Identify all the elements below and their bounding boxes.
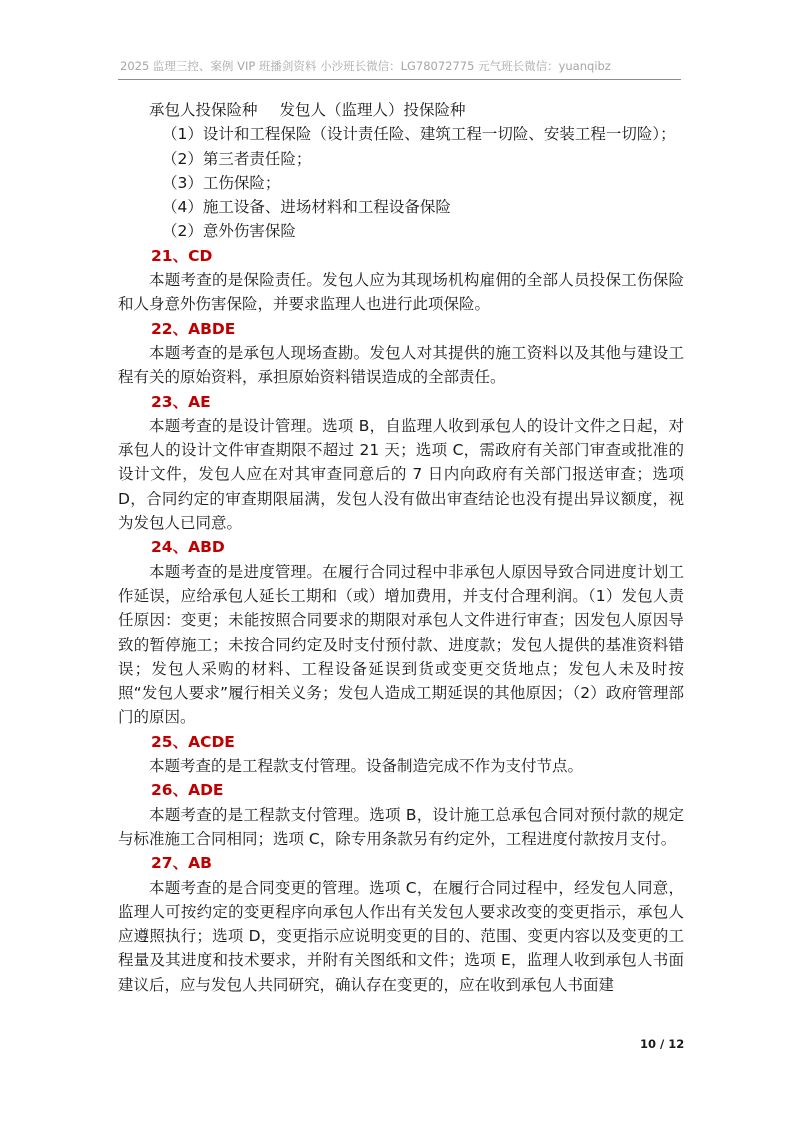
answer-title-27: 27、AB — [151, 854, 212, 873]
answer-explanation-22: 本题考查的是承包人现场查勘。发包人对其提供的施工资料以及其他与建设工程有关的原始资料，承担原始资料错误造成的全部责任。 — [118, 343, 684, 387]
answer-explanation-25: 本题考查的是工程款支付管理。设备制造完成不作为支付节点。 — [149, 757, 584, 776]
answer-title-22: 22、ABDE — [151, 319, 236, 338]
employer-insurance-label: 发包人（监理人）投保险种 — [279, 101, 466, 119]
document-body — [118, 98, 684, 997]
answer-explanation-27: 本题考查的是合同变更的管理。选项 C，在履行合同过程中，经发包人同意，监理人可按约定的变更程序向承包人作出有关发包人要求改变的变更指示，承包人应遵照执行；选项 D，变更指示应说明变更的目的、范围、变更内容以及变更的工程量及其进度和技术要求，并附有关图纸和文件；选项 E，监理人收到承包人书面建议后，应与发包人共同研究，确认存在变更的，应在收到承包人书面建 — [118, 878, 684, 994]
answer-title-24: 24、ABD — [151, 538, 225, 557]
answer-title-23: 23、AE — [151, 392, 211, 411]
insurance-heading — [118, 98, 684, 122]
header-divider — [118, 79, 681, 80]
answer-explanation-21: 本题考查的是保险责任。发包人应为其现场机构雇佣的全部人员投保工伤保险和人身意外伤害保险，并要求监理人也进行此项保险。 — [118, 271, 684, 314]
answer-title-25: 25、ACDE — [151, 732, 235, 751]
page-number: 10 / 12 — [640, 1037, 685, 1051]
page-header: 2025 监理三控、案例 VIP 班播剑资料 小沙班长微信：LG78072775 元气班长微信：yuanqibz — [120, 59, 611, 73]
answer-title-21: 21、CD — [151, 246, 213, 265]
insurance-item: （4）施工设备、进场材料和工程设备保险 — [162, 198, 451, 217]
insurance-item: （3）工伤保险； — [162, 173, 281, 192]
insurance-item: （2）第三者责任险； — [162, 149, 312, 168]
contractor-insurance-label: 承包人投保险种 — [149, 101, 258, 119]
answer-explanation-23: 本题考查的是设计管理。选项 B，自监理人收到承包人的设计文件之日起，对承包人的设计文件审查期限不超过 21 天；选项 C，需政府有关部门审查或批准的设计文件，发包人应在对其审查同意后的 7 日内向政府有关部门报送审查；选项 D，合同约定的审查期限届满，发包人没有做出审查结论也没有提出异议额度，视为发包人已同意。 — [118, 416, 684, 533]
insurance-item: （2）意外伤害保险 — [162, 222, 296, 241]
answer-explanation-26: 本题考查的是工程款支付管理。选项 B，设计施工总承包合同对预付款的规定与标准施工合同相同；选项 C，除专用条款另有约定外，工程进度付款按月支付。 — [118, 805, 684, 848]
insurance-item: （1）设计和工程保险（设计责任险、建筑工程一切险、安装工程一切险）； — [162, 125, 676, 144]
answer-title-26: 26、ADE — [151, 781, 224, 800]
answer-explanation-24: 本题考查的是进度管理。在履行合同过程中非承包人原因导致合同进度计划工作延误，应给承包人延长工期和（或）增加费用，并支付合理利润。（1）发包人责任原因：变更；未能按照合同要求的期限对承包人文件进行审查；因发包人原因导致的暂停施工；未按合同约定及时支付预付款、进度款；发包人提供的基准资料错误；发包人采购的材料、工程设备延误到货或变更交货地点；发包人未及时按照“发包人要求”履行相关义务；发包人造成工期延误的其他原因；（2）政府管理部门的原因。 — [118, 562, 684, 727]
